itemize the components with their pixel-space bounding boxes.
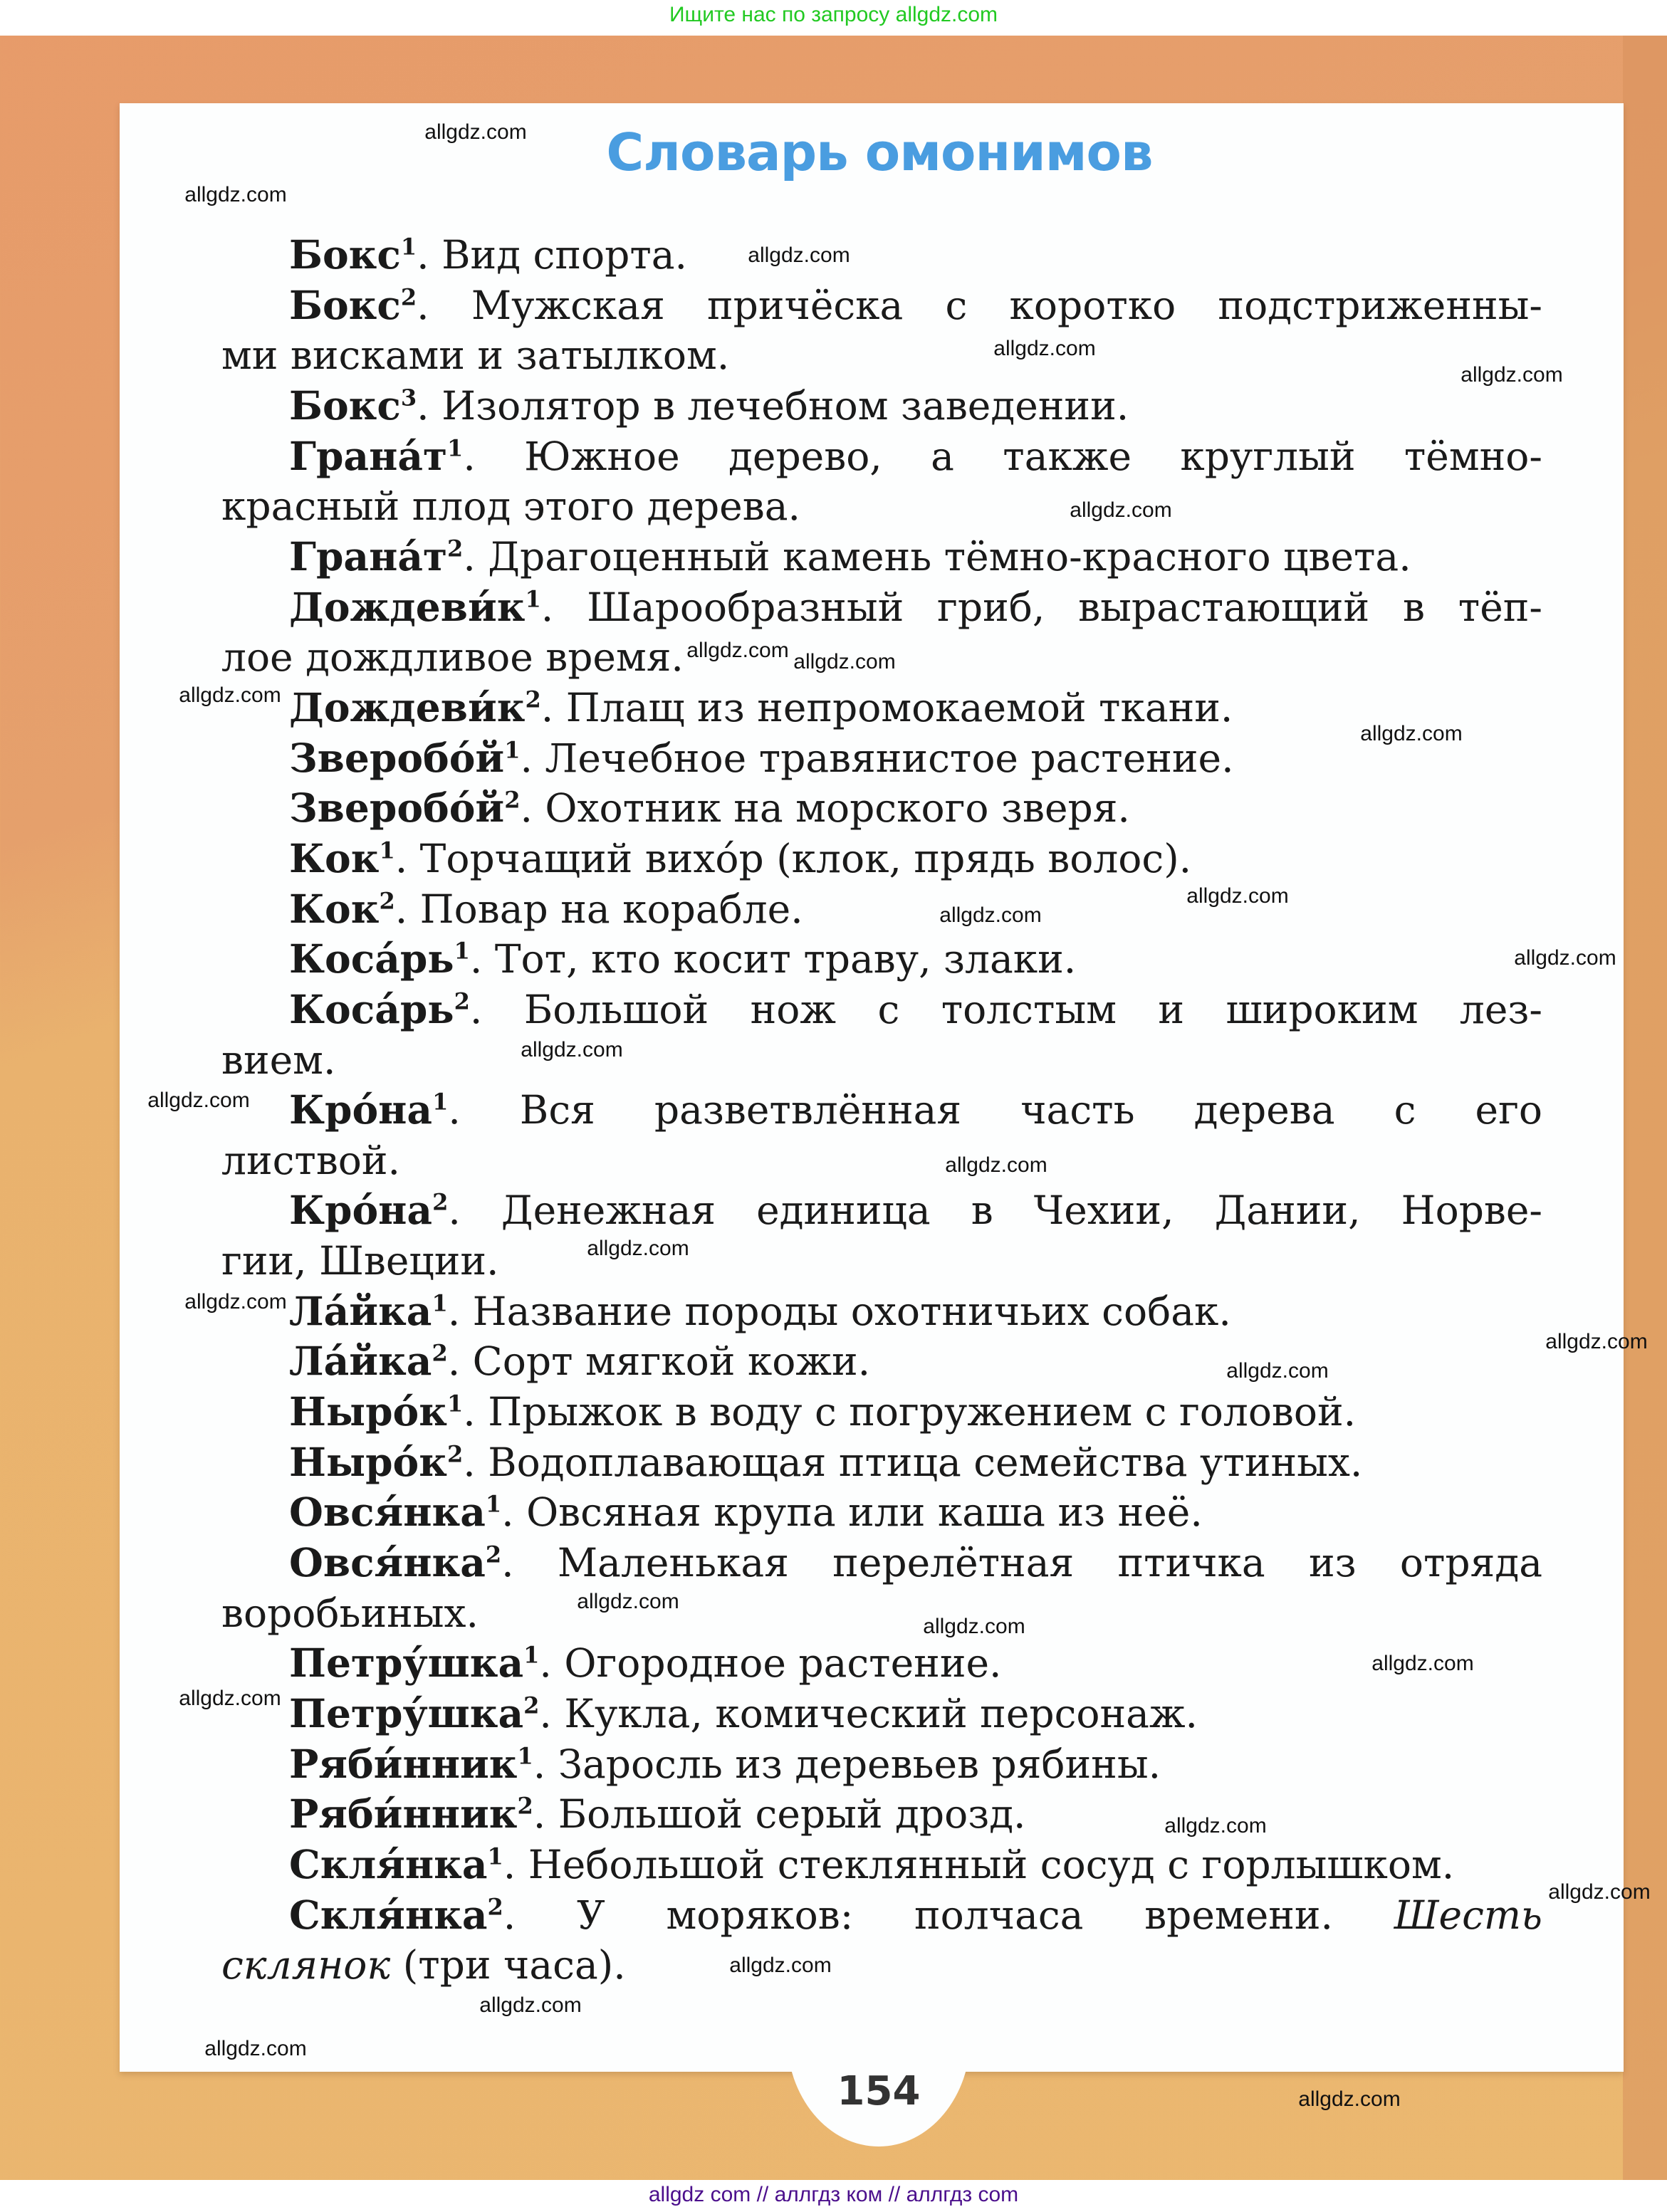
entry-definition: . Южное дерево, а также круглый тёмно- bbox=[463, 433, 1542, 479]
entry-headword: Петру́шка bbox=[289, 1690, 524, 1737]
watermark: allgdz.com bbox=[1164, 1814, 1267, 1838]
entry-line bbox=[221, 582, 1542, 633]
watermark: allgdz.com bbox=[793, 650, 896, 673]
entry-definition: . Изолятор в лечебном заведении. bbox=[417, 382, 1129, 429]
entry-line bbox=[221, 683, 1542, 733]
entry-definition: . У моряков: полчаса времени. bbox=[503, 1892, 1394, 1938]
dictionary-entry bbox=[221, 1487, 1542, 1538]
entry-definition: . Прыжок в воду с погружением с головой. bbox=[463, 1389, 1357, 1435]
entry-definition: гии, Швеции. bbox=[221, 1238, 499, 1284]
homonym-number: 2 bbox=[446, 1440, 464, 1468]
entry-definition: . Водоплавающая птица семейства утиных. bbox=[463, 1439, 1363, 1485]
watermark: allgdz.com bbox=[686, 639, 789, 662]
watermark: allgdz.com bbox=[577, 1590, 679, 1613]
watermark: allgdz.com bbox=[729, 1954, 832, 1977]
dictionary-entry bbox=[221, 1185, 1542, 1286]
dictionary-entry bbox=[221, 1789, 1542, 1840]
entry-definition: воробьиных. bbox=[221, 1590, 479, 1636]
homonym-number: 1 bbox=[379, 837, 395, 864]
homonym-number: 1 bbox=[446, 1390, 464, 1417]
homonym-number: 2 bbox=[400, 283, 417, 311]
entry-line bbox=[221, 1689, 1542, 1739]
entry-headword: Ряби́нник bbox=[289, 1740, 518, 1787]
page-number: 154 bbox=[837, 2068, 921, 2114]
dictionary-entry bbox=[221, 884, 1542, 935]
dictionary-entry bbox=[221, 230, 1542, 281]
bottom-banner-text: allgdz com // аллгдз ком // аллгдз com bbox=[648, 2183, 1019, 2206]
dictionary-entry bbox=[221, 683, 1542, 733]
entry-line bbox=[221, 1789, 1542, 1840]
homonym-number: 2 bbox=[523, 1692, 540, 1719]
homonym-number: 1 bbox=[487, 1843, 503, 1870]
homonym-number: 2 bbox=[525, 686, 541, 713]
watermark: allgdz.com bbox=[993, 337, 1096, 360]
watermark: allgdz.com bbox=[1070, 498, 1172, 522]
entry-definition: . Вид спорта. bbox=[417, 232, 688, 278]
entry-line bbox=[221, 1739, 1542, 1790]
entry-definition: (три часа). bbox=[390, 1942, 626, 1988]
entry-line bbox=[221, 1336, 1542, 1387]
watermark: allgdz.com bbox=[179, 1687, 281, 1710]
entry-headword: Овся́нка bbox=[289, 1489, 486, 1536]
dictionary-entry bbox=[221, 1538, 1542, 1638]
top-banner bbox=[0, 0, 1667, 36]
homonym-number: 2 bbox=[504, 786, 521, 814]
entry-headword: Ла́йка bbox=[289, 1338, 432, 1385]
homonym-number: 1 bbox=[432, 1088, 449, 1116]
dictionary-entry bbox=[221, 733, 1542, 784]
entry-headword: Ла́йка bbox=[289, 1287, 432, 1334]
entry-definition: . Огородное растение. bbox=[539, 1640, 1002, 1687]
watermark: allgdz.com bbox=[424, 120, 527, 144]
watermark: allgdz.com bbox=[184, 183, 287, 206]
entry-headword: Кок bbox=[289, 885, 380, 932]
homonym-number: 2 bbox=[447, 535, 464, 562]
homonym-number: 2 bbox=[454, 987, 470, 1015]
entry-definition: листвой. bbox=[221, 1137, 401, 1183]
dictionary-entry bbox=[221, 1336, 1542, 1387]
homonym-number: 1 bbox=[454, 937, 470, 965]
dictionary-entry bbox=[221, 934, 1542, 985]
entry-headword: Грана́т bbox=[289, 533, 448, 580]
entry-headword: Скля́нка bbox=[289, 1891, 488, 1938]
entry-line bbox=[221, 281, 1542, 331]
top-banner-text: Ищите нас по запросу allgdz.com bbox=[669, 3, 998, 26]
entry-line bbox=[221, 1940, 1542, 1991]
homonym-number: 1 bbox=[485, 1491, 502, 1519]
homonym-number: 2 bbox=[487, 1893, 503, 1921]
watermark: allgdz.com bbox=[1514, 946, 1616, 970]
dictionary-entry bbox=[221, 281, 1542, 381]
entry-line bbox=[221, 330, 1542, 381]
dictionary-entry bbox=[221, 1689, 1542, 1739]
dictionary-entry bbox=[221, 381, 1542, 431]
dictionary-entry bbox=[221, 1890, 1542, 1991]
entry-definition: . Овсяная крупа или каша из неё. bbox=[501, 1489, 1203, 1536]
homonym-number: 2 bbox=[379, 887, 395, 915]
entry-definition: . Мужская причёска с коротко подстриженны- bbox=[417, 282, 1542, 328]
entry-definition: . Шарообразный гриб, вырастающий в тёп- bbox=[540, 584, 1542, 630]
homonym-number: 3 bbox=[400, 384, 417, 412]
watermark: allgdz.com bbox=[179, 683, 281, 707]
watermark: allgdz.com bbox=[923, 1615, 1025, 1638]
homonym-number: 2 bbox=[432, 1189, 449, 1217]
entry-headword: Кок bbox=[289, 834, 380, 881]
dictionary-entry bbox=[221, 985, 1542, 1085]
dictionary-entry bbox=[221, 532, 1542, 582]
entry-example: Шесть bbox=[1394, 1892, 1542, 1938]
homonym-number: 2 bbox=[517, 1793, 533, 1820]
entry-headword: Кро́на bbox=[289, 1086, 433, 1133]
watermark: allgdz.com bbox=[1360, 722, 1463, 745]
homonym-number: 1 bbox=[504, 736, 521, 764]
book-edge bbox=[1623, 36, 1667, 2180]
watermark: allgdz.com bbox=[748, 243, 850, 267]
entry-definition: . Денежная единица в Чехии, Дании, Норве- bbox=[448, 1188, 1542, 1234]
entry-headword: Бокс bbox=[289, 382, 401, 429]
entry-line bbox=[221, 1437, 1542, 1488]
homonym-number: 2 bbox=[485, 1541, 502, 1568]
watermark: allgdz.com bbox=[147, 1089, 250, 1112]
entry-line bbox=[221, 1638, 1542, 1689]
entry-definition: . Охотник на морского зверя. bbox=[520, 785, 1130, 832]
watermark: allgdz.com bbox=[945, 1153, 1047, 1177]
entry-definition: . Небольшой стеклянный сосуд с горлышком. bbox=[503, 1842, 1455, 1887]
dictionary-entry bbox=[221, 834, 1542, 884]
dictionary-entry bbox=[221, 1286, 1542, 1337]
homonym-number: 1 bbox=[517, 1742, 533, 1770]
watermark: allgdz.com bbox=[1226, 1359, 1329, 1383]
entry-definition: ми висками и затылком. bbox=[221, 332, 730, 379]
watermark: allgdz.com bbox=[479, 1993, 582, 2017]
entry-headword: Ряби́нник bbox=[289, 1791, 518, 1838]
entry-definition: . Лечебное травянистое растение. bbox=[520, 735, 1234, 781]
watermark: allgdz.com bbox=[939, 903, 1042, 927]
page-title: Словарь омонимов bbox=[606, 122, 1153, 182]
entry-line bbox=[221, 1387, 1542, 1437]
entry-line bbox=[221, 783, 1542, 834]
entry-line bbox=[221, 431, 1542, 482]
entry-line bbox=[221, 230, 1542, 281]
entry-headword: Овся́нка bbox=[289, 1539, 486, 1586]
watermark: allgdz.com bbox=[1460, 363, 1563, 387]
entry-line bbox=[221, 1286, 1542, 1337]
entry-line bbox=[221, 884, 1542, 935]
entry-line bbox=[221, 985, 1542, 1035]
entry-headword: Коса́рь bbox=[289, 985, 454, 1032]
entry-line bbox=[221, 1035, 1542, 1086]
dictionary-entry bbox=[221, 431, 1542, 532]
entry-definition: красный плод этого дерева. bbox=[221, 483, 800, 530]
entry-definition: . Сорт мягкой кожи. bbox=[447, 1338, 871, 1385]
bottom-banner bbox=[0, 2180, 1667, 2212]
entry-definition: . Плащ из непромокаемой ткани. bbox=[540, 684, 1233, 730]
entry-definition: лое дождливое время. bbox=[221, 634, 684, 681]
entry-definition: . Большой серый дрозд. bbox=[533, 1791, 1026, 1838]
entry-line bbox=[221, 1085, 1542, 1136]
watermark: allgdz.com bbox=[521, 1038, 623, 1062]
entry-line bbox=[221, 1588, 1542, 1639]
watermark: allgdz.com bbox=[1371, 1652, 1474, 1675]
dictionary-entry bbox=[221, 1840, 1542, 1890]
entry-line bbox=[221, 1840, 1542, 1890]
homonym-number: 1 bbox=[400, 233, 417, 261]
entry-line bbox=[221, 1236, 1542, 1286]
entry-line bbox=[221, 381, 1542, 431]
watermark: allgdz.com bbox=[1298, 2087, 1401, 2111]
watermark: allgdz.com bbox=[184, 1290, 287, 1314]
entry-headword: Зверобо́й bbox=[289, 734, 505, 781]
entry-definition: . Вся разветвлённая часть дерева с его bbox=[448, 1087, 1542, 1133]
homonym-number: 1 bbox=[523, 1642, 540, 1670]
entry-headword: Грана́т bbox=[289, 432, 448, 479]
entry-definition: . Кукла, комический персонаж. bbox=[539, 1691, 1198, 1737]
watermark: allgdz.com bbox=[1548, 1880, 1651, 1904]
entry-definition: . Драгоценный камень тёмно-красного цвета. bbox=[463, 533, 1411, 580]
entry-line bbox=[221, 1185, 1542, 1236]
entry-definition: . Заросль из деревьев рябины. bbox=[533, 1741, 1161, 1787]
watermark: allgdz.com bbox=[1545, 1330, 1648, 1353]
watermark: allgdz.com bbox=[204, 2037, 307, 2060]
entry-headword: Бокс bbox=[289, 231, 401, 278]
entry-line bbox=[221, 1487, 1542, 1538]
dictionary-entry bbox=[221, 1437, 1542, 1488]
entry-line bbox=[221, 834, 1542, 884]
homonym-number: 1 bbox=[447, 434, 464, 462]
entry-definition: . Большой нож с толстым и широким лез- bbox=[469, 986, 1542, 1032]
entry-line bbox=[221, 1136, 1542, 1186]
entry-definition: . Тот, кто косит траву, злаки. bbox=[469, 936, 1077, 982]
entry-headword: Петру́шка bbox=[289, 1640, 524, 1687]
entry-headword: Кро́на bbox=[289, 1187, 433, 1234]
entry-line bbox=[221, 532, 1542, 582]
entry-example: склянок bbox=[221, 1942, 391, 1988]
entry-line bbox=[221, 733, 1542, 784]
dictionary-entry bbox=[221, 1085, 1542, 1185]
dictionary-entry bbox=[221, 783, 1542, 834]
homonym-dictionary-list bbox=[221, 230, 1542, 1991]
entry-headword: Ныро́к bbox=[289, 1388, 447, 1435]
homonym-number: 1 bbox=[525, 585, 541, 613]
entry-headword: Скля́нка bbox=[289, 1841, 488, 1887]
dictionary-entry bbox=[221, 1638, 1542, 1689]
watermark: allgdz.com bbox=[587, 1237, 689, 1260]
entry-headword: Коса́рь bbox=[289, 935, 454, 982]
entry-headword: Зверобо́й bbox=[289, 785, 505, 832]
entry-definition: вием. bbox=[221, 1037, 336, 1083]
entry-definition: . Повар на корабле. bbox=[394, 886, 803, 932]
entry-line bbox=[221, 1890, 1542, 1941]
watermark: allgdz.com bbox=[1186, 884, 1289, 908]
entry-definition: . Маленькая перелётная птичка из отряда bbox=[501, 1540, 1542, 1586]
entry-headword: Дождеви́к bbox=[289, 683, 526, 730]
dictionary-entry bbox=[221, 1387, 1542, 1437]
entry-line bbox=[221, 1538, 1542, 1588]
entry-headword: Ныро́к bbox=[289, 1438, 447, 1485]
entry-definition: . Торчащий вихо́р (клок, прядь волос). bbox=[394, 835, 1192, 881]
entry-line bbox=[221, 934, 1542, 985]
dictionary-entry bbox=[221, 1739, 1542, 1790]
entry-headword: Дождеви́к bbox=[289, 583, 526, 630]
homonym-number: 2 bbox=[432, 1340, 448, 1368]
entry-definition: . Название породы охотничьих собак. bbox=[447, 1288, 1231, 1334]
entry-line bbox=[221, 481, 1542, 532]
entry-headword: Бокс bbox=[289, 281, 401, 328]
homonym-number: 1 bbox=[432, 1289, 448, 1317]
